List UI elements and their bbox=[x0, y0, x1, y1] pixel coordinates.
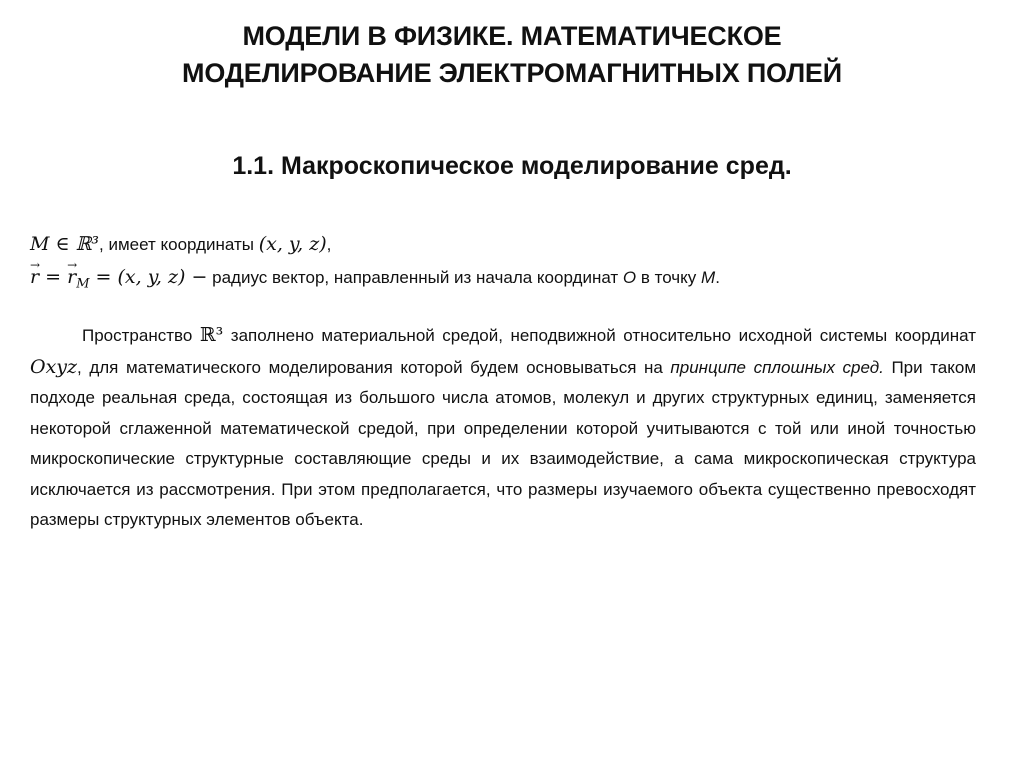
formula-m-in-r3: M ∈ ℝ³ bbox=[30, 233, 100, 255]
coord-text-2a: радиус вектор, направленный из начала координат bbox=[207, 268, 623, 287]
para-formula-oxyz: Oxyz bbox=[30, 355, 78, 378]
body-paragraph bbox=[30, 320, 976, 536]
coord-point-m: M bbox=[701, 268, 716, 287]
coordinate-line-1 bbox=[30, 228, 990, 261]
formula-rm-tuple: = (x, y, z) − bbox=[89, 266, 208, 288]
formula-subscript-m: M bbox=[76, 276, 90, 292]
coord-origin-o: O bbox=[622, 268, 637, 287]
coord-text-1: , имеет координаты bbox=[99, 235, 259, 254]
formula-r-vector: → r bbox=[30, 261, 39, 293]
title-line-1: МОДЕЛИ В ФИЗИКЕ. МАТЕМАТИЧЕСКОЕ bbox=[242, 21, 782, 51]
para-formula-r3: ℝ³ bbox=[199, 324, 224, 346]
coord-end-2: . bbox=[715, 268, 720, 287]
title-line-2: МОДЕЛИРОВАНИЕ ЭЛЕКТРОМАГНИТНЫХ ПОЛЕЙ bbox=[182, 58, 842, 88]
formula-xyz-tuple: (x, y, z) bbox=[258, 233, 327, 255]
para-text-4: При таком подходе реальная среда, состоящая из большого числа атомов, молекул и других структурных единиц, заменяется некоторой сглаженной математической средой, при определении которой учитываются с той или иной точностью микроскопические структурные составляющие среды и их взаимодействие, а сама микроскопическая структура исключается из рассмотрения. При этом предполагается, что размеры изучаемого объекта существенно превосходят размеры структурных элементов объекта. bbox=[30, 357, 977, 529]
para-text-2: заполнено материальной средой, неподвижной относительно исходной системы координат bbox=[223, 326, 976, 345]
coordinate-definitions bbox=[30, 228, 990, 300]
coordinate-line-2 bbox=[30, 261, 990, 300]
formula-rm-vector: → r bbox=[67, 261, 76, 293]
slide-title bbox=[60, 18, 964, 92]
formula-equals: = bbox=[39, 266, 68, 288]
body-paragraph-container bbox=[30, 320, 976, 536]
para-text-1: Пространство bbox=[82, 326, 200, 345]
coord-end-1: , bbox=[326, 235, 332, 254]
section-heading: 1.1. Макроскопическое моделирование сред. bbox=[232, 152, 792, 180]
para-text-3: , для математического моделирования которой будем основываться на bbox=[77, 357, 671, 377]
coord-text-2b: в точку bbox=[636, 268, 702, 287]
para-emphasis-continuum-principle: принципе сплошных сред. bbox=[670, 357, 884, 377]
